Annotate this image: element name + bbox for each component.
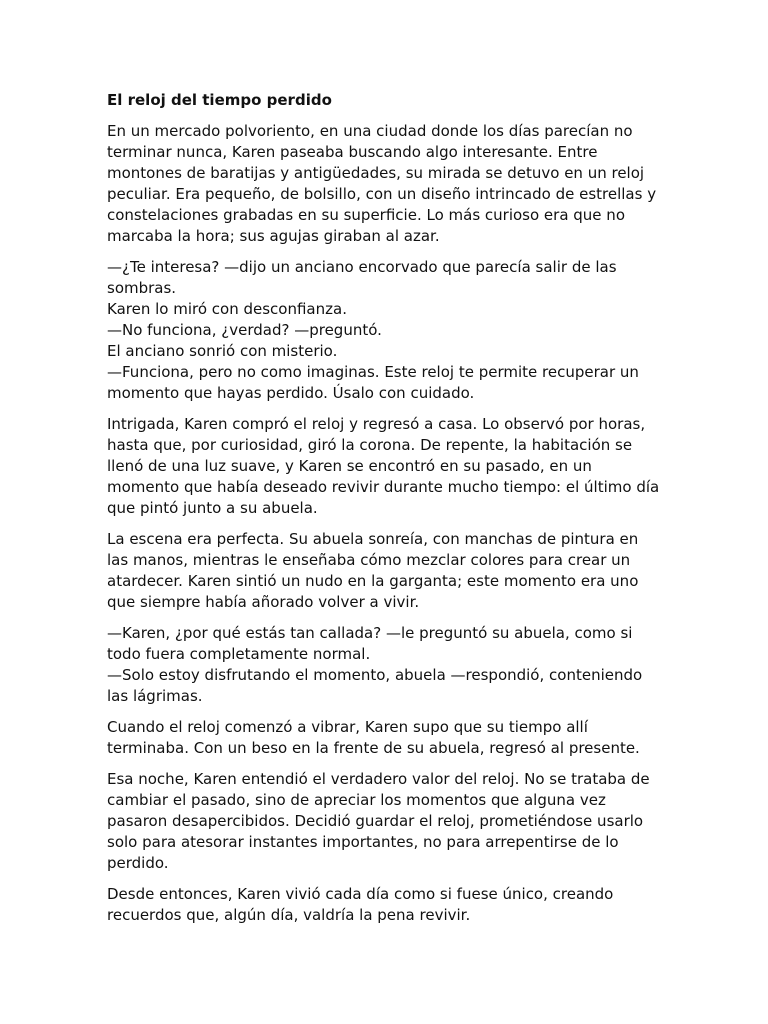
- text-line: terminar nunca, Karen paseaba buscando algo interesante. Entre: [107, 143, 598, 161]
- paragraph: [107, 623, 668, 707]
- text-line: La escena era perfecta. Su abuela sonreía, con manchas de pintura en: [107, 530, 639, 548]
- text-line: las lágrimas.: [107, 687, 203, 705]
- paragraph: [107, 769, 668, 874]
- text-line: Esa noche, Karen entendió el verdadero valor del reloj. No se trataba de: [107, 770, 650, 788]
- text-line: Karen lo miró con desconfianza.: [107, 300, 347, 318]
- text-line: llenó de una luz suave, y Karen se encontró en su pasado, en un: [107, 457, 592, 475]
- text-line: solo para atesorar instantes importantes, no para arrepentirse de lo: [107, 833, 619, 851]
- paragraph: [107, 529, 668, 613]
- text-line: —No funciona, ¿verdad? —preguntó.: [107, 321, 382, 339]
- text-line: El anciano sonrió con misterio.: [107, 342, 338, 360]
- text-line: recuerdos que, algún día, valdría la pena revivir.: [107, 906, 471, 924]
- paragraph: [107, 717, 668, 759]
- text-line: perdido.: [107, 854, 169, 872]
- text-line: cambiar el pasado, sino de apreciar los momentos que alguna vez: [107, 791, 606, 809]
- text-line: —Funciona, pero no como imaginas. Este reloj te permite recuperar un: [107, 363, 639, 381]
- text-line: En un mercado polvoriento, en una ciudad donde los días parecían no: [107, 122, 633, 140]
- text-line: terminaba. Con un beso en la frente de su abuela, regresó al presente.: [107, 739, 640, 757]
- text-line: Cuando el reloj comenzó a vibrar, Karen supo que su tiempo allí: [107, 718, 588, 736]
- text-line: que siempre había añorado volver a vivir.: [107, 593, 420, 611]
- text-line: hasta que, por curiosidad, giró la corona. De repente, la habitación se: [107, 436, 633, 454]
- text-line: —Karen, ¿por qué estás tan callada? —le preguntó su abuela, como si: [107, 624, 633, 642]
- paragraph: [107, 121, 668, 247]
- text-line: montones de baratijas y antigüedades, su mirada se detuvo en un reloj: [107, 164, 645, 182]
- paragraph: [107, 884, 668, 926]
- text-line: que pintó junto a su abuela.: [107, 499, 318, 517]
- text-line: las manos, mientras le enseñaba cómo mezclar colores para crear un: [107, 551, 631, 569]
- text-line: peculiar. Era pequeño, de bolsillo, con un diseño intrincado de estrellas y: [107, 185, 657, 203]
- document-body: [107, 121, 668, 926]
- text-line: momento que había deseado revivir durante mucho tiempo: el último día: [107, 478, 660, 496]
- document-title: El reloj del tiempo perdido: [107, 91, 332, 109]
- text-line: Intrigada, Karen compró el reloj y regresó a casa. Lo observó por horas,: [107, 415, 646, 433]
- text-line: sombras.: [107, 279, 177, 297]
- text-line: todo fuera completamente normal.: [107, 645, 371, 663]
- text-line: —¿Te interesa? —dijo un anciano encorvado que parecía salir de las: [107, 258, 617, 276]
- text-line: pasaron desapercibidos. Decidió guardar el reloj, prometiéndose usarlo: [107, 812, 644, 830]
- text-line: atardecer. Karen sintió un nudo en la garganta; este momento era uno: [107, 572, 639, 590]
- text-line: —Solo estoy disfrutando el momento, abuela —respondió, conteniendo: [107, 666, 643, 684]
- paragraph: [107, 257, 668, 404]
- paragraph: [107, 414, 668, 519]
- text-line: constelaciones grabadas en su superficie. Lo más curioso era que no: [107, 206, 625, 224]
- text-line: Desde entonces, Karen vivió cada día como si fuese único, creando: [107, 885, 614, 903]
- text-line: momento que hayas perdido. Úsalo con cuidado.: [107, 384, 475, 402]
- text-line: marcaba la hora; sus agujas giraban al azar.: [107, 227, 440, 245]
